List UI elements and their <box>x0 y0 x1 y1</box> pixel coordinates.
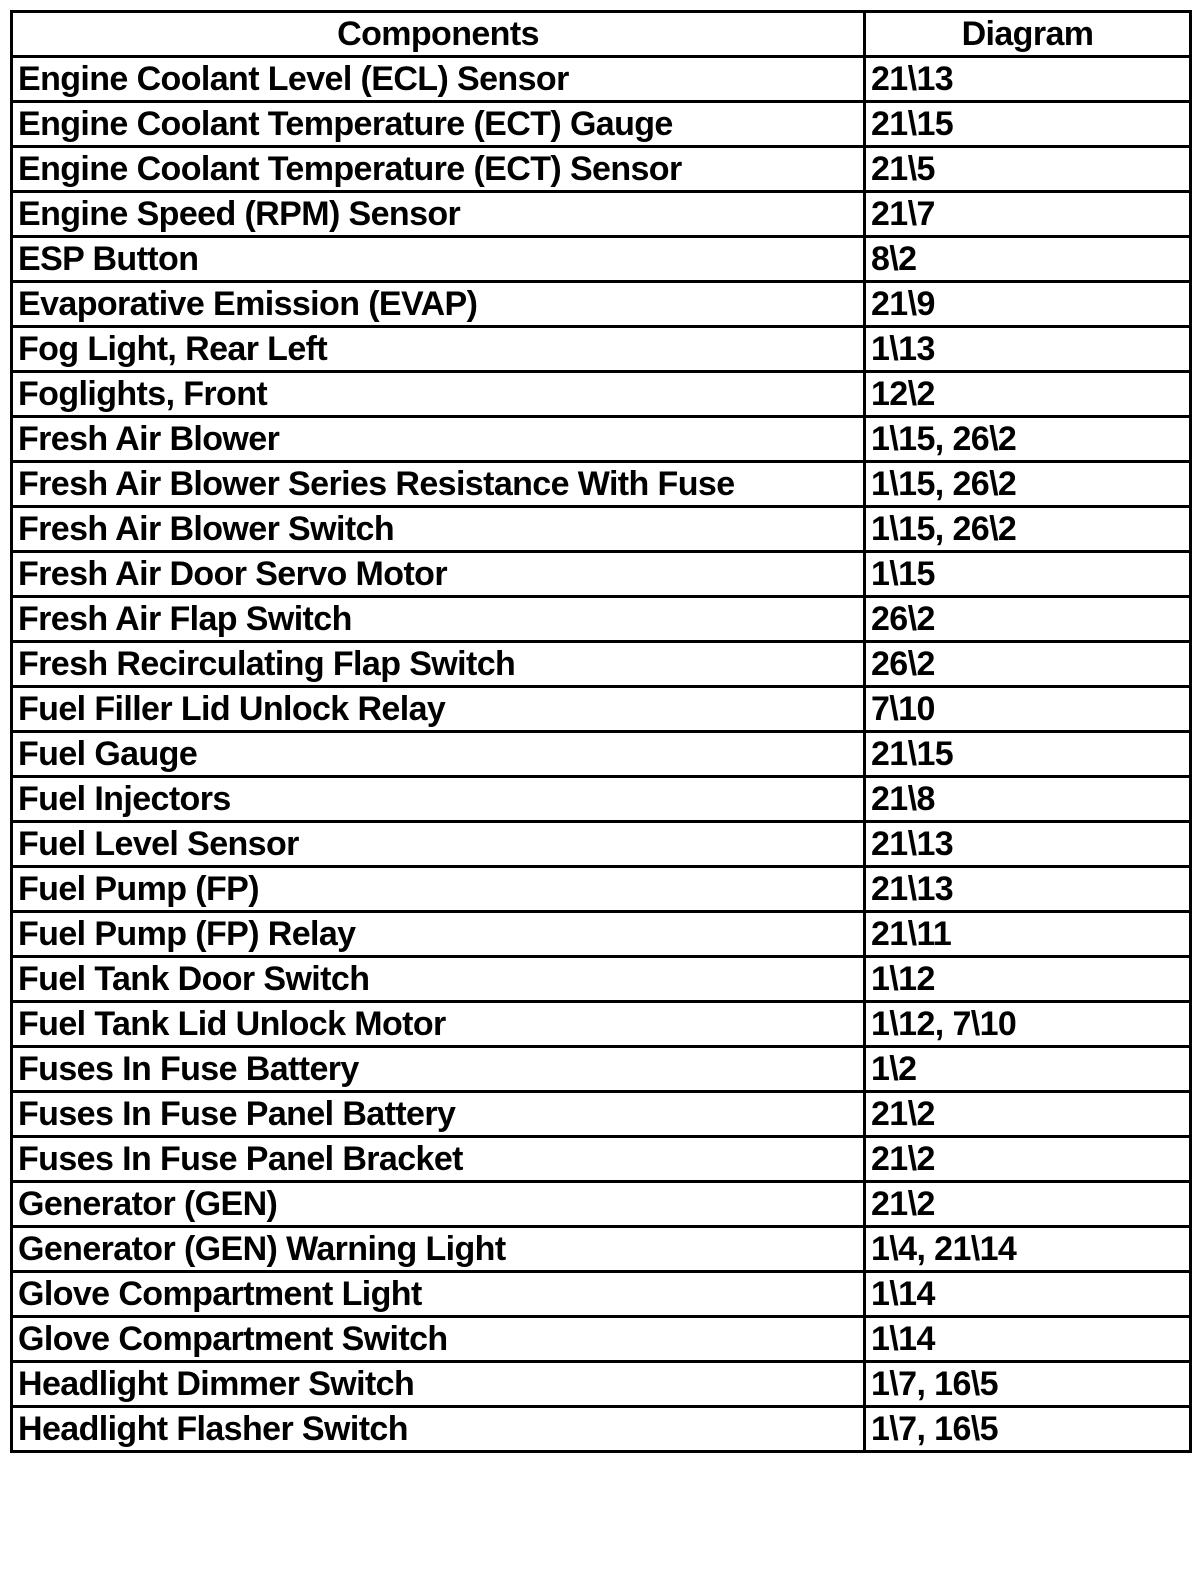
diagram-cell: 21\8 <box>865 777 1191 822</box>
diagram-cell: 12\2 <box>865 372 1191 417</box>
table-row <box>12 597 1191 642</box>
table-row <box>12 102 1191 147</box>
diagram-cell: 1\7, 16\5 <box>865 1362 1191 1407</box>
component-cell: Fresh Recirculating Flap Switch <box>12 642 865 687</box>
table-row <box>12 1047 1191 1092</box>
table-row <box>12 642 1191 687</box>
component-cell: Fuel Tank Lid Unlock Motor <box>12 1002 865 1047</box>
table-row <box>12 1272 1191 1317</box>
component-cell: Fresh Air Flap Switch <box>12 597 865 642</box>
table-row <box>12 822 1191 867</box>
table-body <box>12 57 1191 1452</box>
table-row <box>12 687 1191 732</box>
component-cell: Evaporative Emission (EVAP) <box>12 282 865 327</box>
table-row <box>12 867 1191 912</box>
diagram-cell: 1\15 <box>865 552 1191 597</box>
table-row <box>12 147 1191 192</box>
diagram-cell: 21\5 <box>865 147 1191 192</box>
diagram-cell: 21\2 <box>865 1137 1191 1182</box>
diagram-cell: 21\11 <box>865 912 1191 957</box>
diagram-cell: 1\7, 16\5 <box>865 1407 1191 1452</box>
table-row <box>12 57 1191 102</box>
components-header: Components <box>12 12 865 57</box>
diagram-cell: 8\2 <box>865 237 1191 282</box>
table-row <box>12 1407 1191 1452</box>
diagram-cell: 21\9 <box>865 282 1191 327</box>
diagram-cell: 26\2 <box>865 642 1191 687</box>
diagram-cell: 1\14 <box>865 1317 1191 1362</box>
diagram-cell: 1\12, 7\10 <box>865 1002 1191 1047</box>
component-cell: Headlight Flasher Switch <box>12 1407 865 1452</box>
component-cell: Fresh Air Door Servo Motor <box>12 552 865 597</box>
component-cell: Fuses In Fuse Panel Battery <box>12 1092 865 1137</box>
component-cell: Fuel Injectors <box>12 777 865 822</box>
component-cell: Glove Compartment Light <box>12 1272 865 1317</box>
table-row <box>12 777 1191 822</box>
diagram-cell: 21\13 <box>865 867 1191 912</box>
table-row <box>12 957 1191 1002</box>
component-cell: Engine Coolant Level (ECL) Sensor <box>12 57 865 102</box>
component-cell: Fuel Gauge <box>12 732 865 777</box>
component-cell: Fresh Air Blower <box>12 417 865 462</box>
component-cell: Generator (GEN) Warning Light <box>12 1227 865 1272</box>
component-cell: Foglights, Front <box>12 372 865 417</box>
table-row <box>12 237 1191 282</box>
component-cell: Glove Compartment Switch <box>12 1317 865 1362</box>
component-cell: Headlight Dimmer Switch <box>12 1362 865 1407</box>
diagram-header: Diagram <box>865 12 1191 57</box>
component-cell: Generator (GEN) <box>12 1182 865 1227</box>
diagram-cell: 1\4, 21\14 <box>865 1227 1191 1272</box>
diagram-cell: 1\14 <box>865 1272 1191 1317</box>
table-row <box>12 912 1191 957</box>
diagram-cell: 1\2 <box>865 1047 1191 1092</box>
table-row <box>12 1092 1191 1137</box>
diagram-cell: 7\10 <box>865 687 1191 732</box>
diagram-cell: 1\15, 26\2 <box>865 417 1191 462</box>
table-row <box>12 417 1191 462</box>
component-cell: Fuel Level Sensor <box>12 822 865 867</box>
table-row <box>12 1362 1191 1407</box>
component-cell: Fresh Air Blower Series Resistance With Fuse <box>12 462 865 507</box>
component-cell: Fog Light, Rear Left <box>12 327 865 372</box>
table-row <box>12 372 1191 417</box>
component-cell: Engine Coolant Temperature (ECT) Gauge <box>12 102 865 147</box>
table-row <box>12 462 1191 507</box>
table-row <box>12 1182 1191 1227</box>
diagram-cell: 26\2 <box>865 597 1191 642</box>
diagram-cell: 1\15, 26\2 <box>865 507 1191 552</box>
component-cell: Engine Coolant Temperature (ECT) Sensor <box>12 147 865 192</box>
header-row <box>12 12 1191 57</box>
component-cell: Fuel Pump (FP) <box>12 867 865 912</box>
diagram-cell: 21\13 <box>865 822 1191 867</box>
table-row <box>12 552 1191 597</box>
diagram-cell: 21\2 <box>865 1182 1191 1227</box>
diagram-cell: 1\12 <box>865 957 1191 1002</box>
table-row <box>12 1002 1191 1047</box>
diagram-cell: 21\15 <box>865 732 1191 777</box>
component-cell: Fuel Filler Lid Unlock Relay <box>12 687 865 732</box>
table-row <box>12 732 1191 777</box>
table-row <box>12 282 1191 327</box>
components-table <box>10 10 1192 1453</box>
component-cell: Fresh Air Blower Switch <box>12 507 865 552</box>
table-row <box>12 1227 1191 1272</box>
diagram-cell: 1\13 <box>865 327 1191 372</box>
component-cell: Engine Speed (RPM) Sensor <box>12 192 865 237</box>
component-cell: Fuel Tank Door Switch <box>12 957 865 1002</box>
diagram-cell: 21\13 <box>865 57 1191 102</box>
table-row <box>12 1317 1191 1362</box>
diagram-cell: 21\2 <box>865 1092 1191 1137</box>
diagram-cell: 1\15, 26\2 <box>865 462 1191 507</box>
table-row <box>12 1137 1191 1182</box>
component-cell: ESP Button <box>12 237 865 282</box>
table-row <box>12 327 1191 372</box>
diagram-cell: 21\7 <box>865 192 1191 237</box>
component-cell: Fuel Pump (FP) Relay <box>12 912 865 957</box>
table-row <box>12 507 1191 552</box>
diagram-cell: 21\15 <box>865 102 1191 147</box>
table-row <box>12 192 1191 237</box>
component-cell: Fuses In Fuse Panel Bracket <box>12 1137 865 1182</box>
component-cell: Fuses In Fuse Battery <box>12 1047 865 1092</box>
